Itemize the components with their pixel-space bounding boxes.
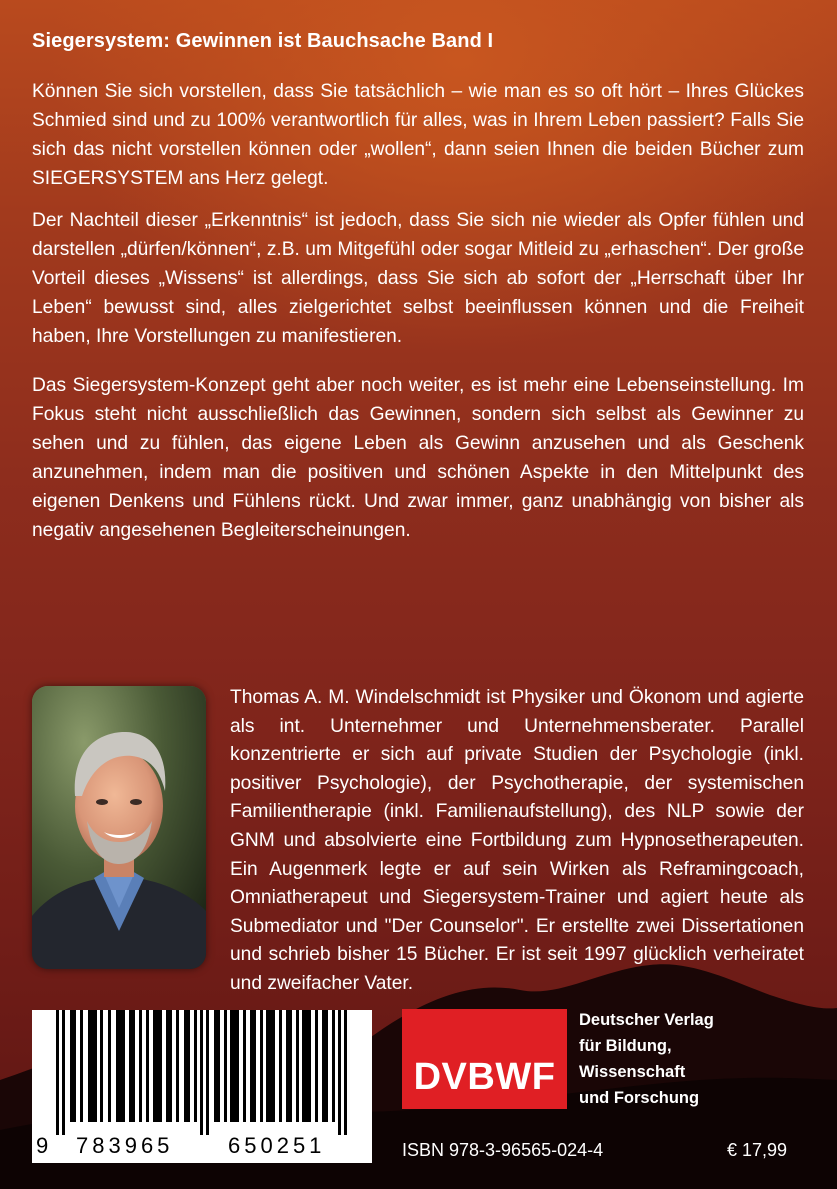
blurb-paragraph-1: Können Sie sich vorstellen, dass Sie tatsächlich – wie man es so oft hört – Ihres Glückes Schmied sind und zu 100% verantwortlich für alles, was in Ihrem Leben passiert? Falls Sie sich das nicht vorstellen können oder „wollen“, dann seien Ihnen die beiden Bücher zum SIEGERSYSTEM ans Herz gelegt.	[32, 81, 804, 189]
publisher-logo-text: DVBWF	[413, 1056, 556, 1098]
publisher-line-2: für Bildung,	[579, 1037, 672, 1055]
portrait-photo-icon	[32, 686, 206, 969]
isbn-text: ISBN 978-3-96565-024-4	[402, 1140, 604, 1160]
author-photo	[32, 686, 206, 969]
publisher-logo	[402, 1009, 567, 1109]
publisher-name	[579, 1007, 714, 1111]
barcode-first-digit: 9	[36, 1133, 49, 1158]
publisher-line-4: und Forschung	[579, 1089, 700, 1107]
price-text: € 17,99	[727, 1140, 788, 1160]
publisher-line-1: Deutscher Verlag	[579, 1011, 714, 1029]
author-bio: Thomas A. M. Windelschmidt ist Physiker und Ökonom und agierte als int. Unternehmer und Unternehmensberater. Parallel konzentrierte er sich auf private Studien der Psychologie (inkl. positiver Psychologie), der Psychotherapie, der systemischen Familientherapie (inkl. Familienaufstellung), des NLP sowie der GNM und absolvierte eine Fortbildung zum Hypnosetherapeuten. Ein Augenmerk legte er auf sein Wirken als Reframingcoach, Omniatherapeut und Siegersystem-Trainer und agiert heute als Submediator und "Der Counselor". Er erstellte zwei Dissertationen und schrieb bisher 15 Bücher. Er ist seit 1997 glücklich verheiratet und zweifacher Vater.	[230, 687, 804, 994]
barcode-bars	[32, 1010, 372, 1135]
barcode-group-1: 783965	[76, 1133, 174, 1158]
barcode-group-2: 650251	[228, 1133, 326, 1158]
book-title: Siegersystem: Gewinnen ist Bauchsache Band I	[32, 30, 494, 52]
blurb-paragraph-3: Das Siegersystem-Konzept geht aber noch weiter, es ist mehr eine Lebenseinstellung. Im Fokus steht nicht ausschließlich das Gewinnen, sondern sich selbst als Gewinner zu sehen und zu fühlen, das eigene Leben als Gewinn anzusehen und als Geschenk anzunehmen, indem man die positiven und schönen Aspekte in den Mittelpunkt des eigenen Denkens und Fühlens rückt. Und zwar immer, ganz unabhängig von bisher als negativ angesehenen Begleiterscheinungen.	[32, 375, 804, 541]
blurb-paragraph-2: Der Nachteil dieser „Erkenntnis“ ist jedoch, dass Sie sich nie wieder als Opfer fühlen und darstellen „dürfen/können“, z.B. um Mitgefühl oder sogar Mitleid zu „erhaschen“. Der große Vorteil dieses „Wissens“ ist allerdings, dass Sie sich ab sofort der „Herrschaft über Ihr Leben“ bewusst sind, alles zielgerichtet selbst beeinflussen können und die Freiheit haben, Ihre Vorstellungen zu manifestieren.	[32, 210, 804, 347]
publisher-line-3: Wissenschaft	[579, 1063, 686, 1081]
isbn-barcode	[32, 1010, 372, 1163]
